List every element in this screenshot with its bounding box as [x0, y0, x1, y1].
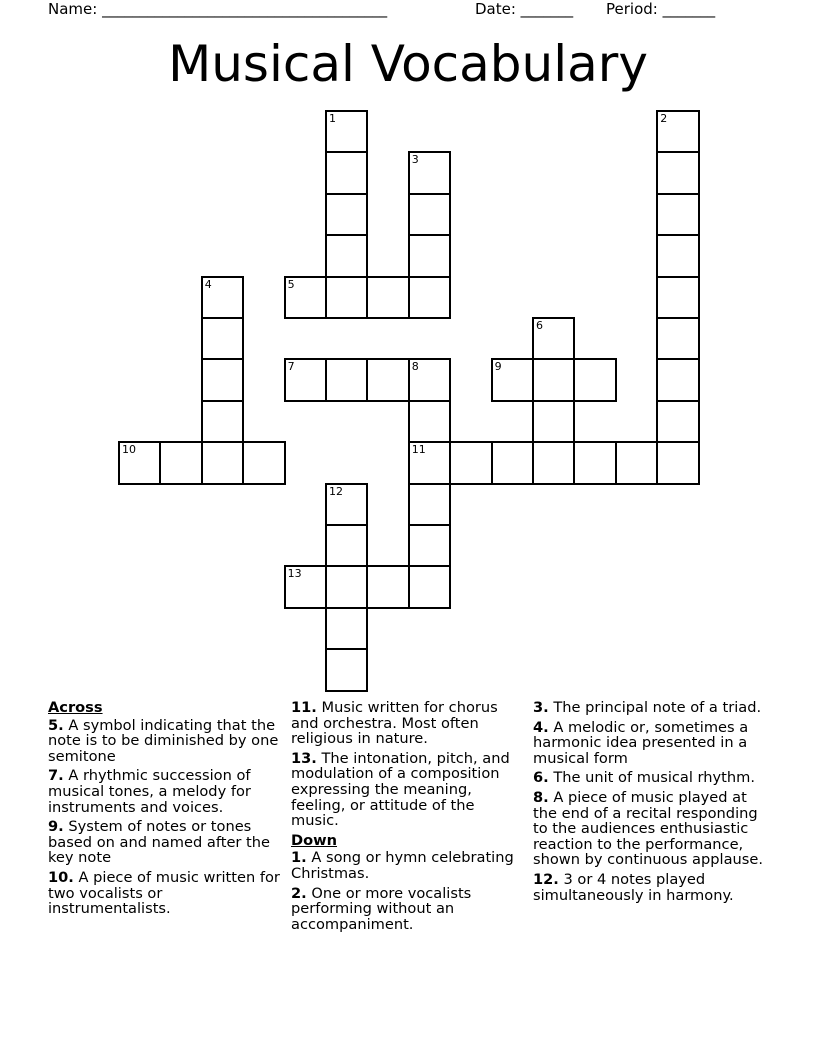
across-heading: Across [48, 699, 103, 716]
grid-cell[interactable] [325, 565, 368, 608]
grid-cell[interactable] [325, 276, 368, 319]
cell-number: 12 [329, 484, 343, 498]
clue-down-6: 6. The unit of musical rhythm. [533, 769, 755, 787]
grid-cell[interactable] [656, 358, 699, 401]
grid-cell[interactable] [118, 441, 161, 484]
grid-cell[interactable] [408, 441, 451, 484]
grid-cell[interactable] [491, 358, 534, 401]
grid-cell[interactable] [325, 524, 368, 567]
grid-cell[interactable] [284, 358, 327, 401]
clue-column-2 [291, 700, 523, 936]
grid-cell[interactable] [656, 441, 699, 484]
grid-cell[interactable] [408, 483, 451, 526]
cell-number: 6 [536, 319, 543, 332]
clue-down-8: 8. A piece of music played at the end of a recital responding to the audiences enthusiastic reaction to the performance, shown by continuous applause. [533, 788, 763, 869]
page-title: Musical Vocabulary [168, 35, 648, 93]
cell-number: 9 [494, 360, 502, 374]
grid-cell[interactable] [325, 234, 368, 277]
grid-cell[interactable] [366, 565, 409, 608]
grid-cell[interactable] [325, 110, 368, 153]
grid-cell[interactable] [325, 151, 368, 194]
grid-cell[interactable] [325, 483, 368, 526]
clue-column-3 [533, 700, 769, 907]
cell-number: 4 [204, 277, 212, 291]
grid-cell[interactable] [159, 441, 202, 484]
grid-cell[interactable] [408, 151, 451, 194]
cell-number: 8 [411, 360, 419, 374]
grid-cell[interactable] [201, 441, 244, 484]
clue-across-10: 10. A piece of music written for two vocalists or instrumentalists. [48, 868, 280, 918]
clue-down-1: 1. A song or hymn celebrating Christmas. [291, 849, 514, 882]
grid-cell[interactable] [408, 524, 451, 567]
grid-cell[interactable] [532, 400, 575, 443]
grid-cell[interactable] [408, 193, 451, 236]
grid-cell[interactable] [532, 441, 575, 484]
grid-cell[interactable] [656, 193, 699, 236]
grid-cell[interactable] [325, 607, 368, 650]
grid-cell[interactable] [201, 317, 244, 360]
clue-down-4: 4. A melodic or, sometimes a harmonic idea presented in a musical form [533, 718, 749, 767]
cell-number: 11 [411, 443, 426, 457]
clue-across-5: 5. A symbol indicating that the note is to be diminished by one semitone [48, 716, 279, 765]
grid-cell[interactable] [532, 317, 575, 360]
cell-number: 13 [287, 567, 302, 581]
grid-cell[interactable] [201, 358, 244, 401]
grid-cell[interactable] [366, 276, 409, 319]
clue-across-13: 13. The intonation, pitch, and modulation of a composition expressing the meaning, feeling, or attitude of the music. [291, 749, 510, 830]
cell-number: 5 [287, 277, 295, 291]
grid-cell[interactable] [284, 565, 327, 608]
grid-cell[interactable] [366, 358, 409, 401]
cell-number: 2 [660, 112, 668, 125]
clue-down-2: 2. One or more vocalists performing without an accompaniment. [291, 884, 472, 933]
cell-number: 10 [122, 443, 136, 457]
grid-cell[interactable] [656, 276, 699, 319]
grid-cell[interactable] [615, 441, 658, 484]
grid-cell[interactable] [656, 110, 699, 153]
grid-cell[interactable] [656, 317, 699, 360]
period-field[interactable]: Period: _______ [606, 0, 716, 18]
grid-cell[interactable] [532, 358, 575, 401]
grid-cell[interactable] [449, 441, 492, 484]
name-field[interactable]: Name: ______________________________________ [48, 0, 388, 18]
clue-across-9: 9. System of notes or tones based on and named after the key note [48, 818, 271, 867]
clue-down-3: 3. The principal note of a triad. [533, 699, 762, 716]
grid-cell[interactable] [408, 234, 451, 277]
cell-number: 7 [287, 360, 295, 374]
clue-across-11: 11. Music written for chorus and orchestra. Most often religious in nature. [291, 699, 498, 748]
grid-cell[interactable] [201, 276, 244, 319]
down-heading: Down [291, 831, 338, 849]
grid-cell[interactable] [408, 276, 451, 319]
clue-column-1 [48, 700, 280, 921]
clue-across-7: 7. A rhythmic succession of musical tones, a melody for instruments and voices. [48, 767, 251, 816]
grid-cell[interactable] [408, 358, 451, 401]
grid-cell[interactable] [242, 441, 285, 484]
grid-cell[interactable] [284, 276, 327, 319]
grid-cell[interactable] [325, 358, 368, 401]
grid-cell[interactable] [573, 441, 616, 484]
grid-cell[interactable] [656, 400, 699, 443]
grid-cell[interactable] [408, 565, 451, 608]
grid-cell[interactable] [325, 193, 368, 236]
grid-cell[interactable] [656, 151, 699, 194]
clue-down-12: 12. 3 or 4 notes played simultaneously in harmony. [533, 870, 734, 904]
grid-cell[interactable] [408, 400, 451, 443]
cell-number: 1 [329, 112, 336, 125]
grid-cell[interactable] [491, 441, 534, 484]
grid-cell[interactable] [573, 358, 616, 401]
grid-cell[interactable] [201, 400, 244, 443]
date-field[interactable]: Date: _______ [475, 0, 574, 18]
grid-cell[interactable] [325, 648, 368, 691]
cell-number: 3 [411, 153, 419, 167]
grid-cell[interactable] [656, 234, 699, 277]
